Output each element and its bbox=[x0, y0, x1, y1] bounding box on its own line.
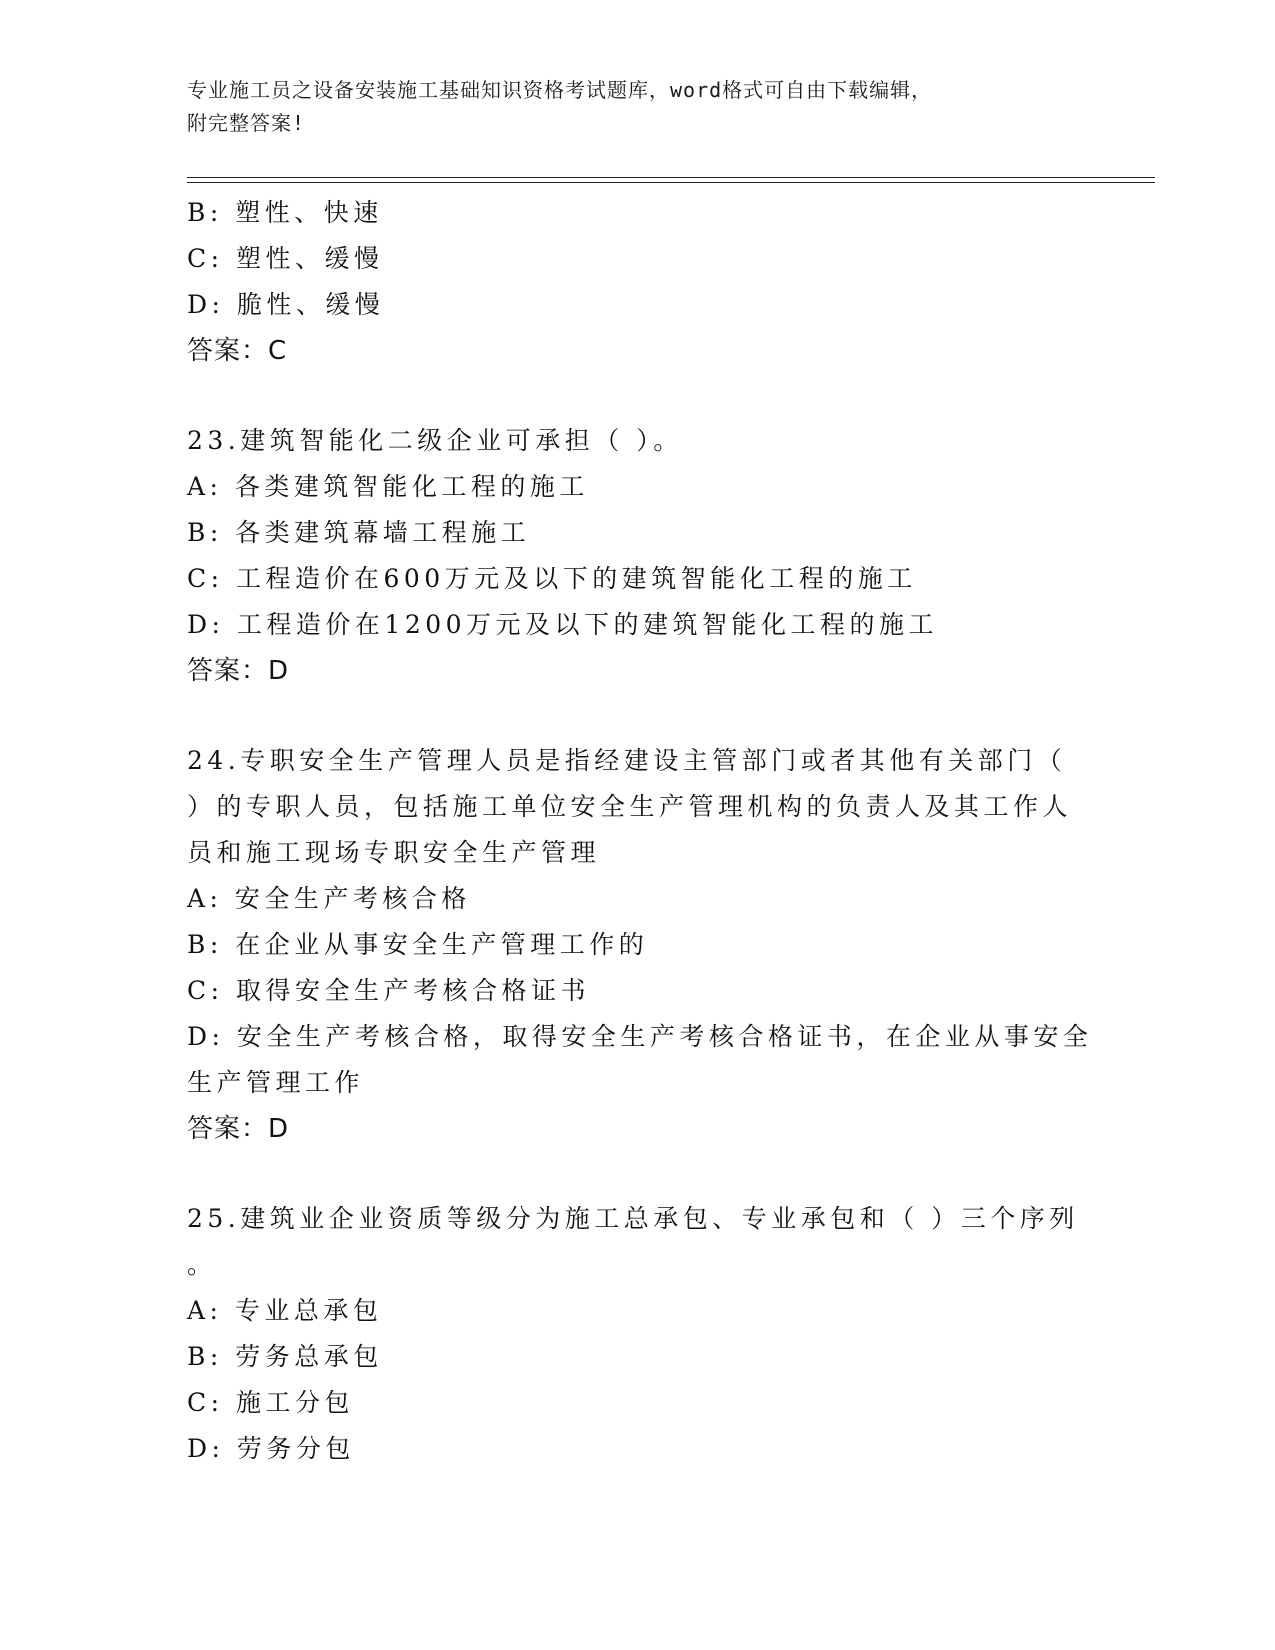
header-line-2: 附完整答案! bbox=[187, 111, 306, 135]
option-d: D: 脆性、缓慢 bbox=[187, 290, 385, 319]
question-stem-line: 。 bbox=[187, 1250, 217, 1279]
question-stem-line: ）的专职人员，包括施工单位安全生产管理机构的负责人及其工作人 bbox=[187, 792, 1073, 821]
question-stem: 23.建筑智能化二级企业可承担（ ）。 bbox=[187, 426, 683, 455]
option-a: A: 安全生产考核合格 bbox=[187, 884, 471, 913]
header-divider-top bbox=[187, 177, 1155, 178]
option-a: A: 专业总承包 bbox=[187, 1296, 383, 1325]
answer: 答案：C bbox=[187, 336, 288, 366]
document-header bbox=[187, 74, 1067, 140]
option-b: B: 各类建筑幕墙工程施工 bbox=[187, 518, 531, 547]
answer: 答案：D bbox=[187, 656, 290, 686]
option-d-line: D: 安全生产考核合格，取得安全生产考核合格证书，在企业从事安全 bbox=[187, 1022, 1093, 1051]
option-d: D: 劳务分包 bbox=[187, 1434, 355, 1463]
option-c: C: 施工分包 bbox=[187, 1388, 354, 1417]
question-list bbox=[187, 190, 1093, 1472]
question-23 bbox=[187, 418, 1087, 694]
option-a: A: 各类建筑智能化工程的施工 bbox=[187, 472, 589, 501]
option-c: C: 工程造价在600万元及以下的建筑智能化工程的施工 bbox=[187, 564, 917, 593]
question-22 bbox=[187, 190, 1087, 374]
option-b: B: 劳务总承包 bbox=[187, 1342, 383, 1371]
question-25 bbox=[187, 1196, 1087, 1472]
header-line-1: 专业施工员之设备安装施工基础知识资格考试题库，word格式可自由下载编辑， bbox=[187, 78, 933, 102]
option-c: C: 塑性、缓慢 bbox=[187, 244, 384, 273]
option-c: C: 取得安全生产考核合格证书 bbox=[187, 976, 590, 1005]
question-stem-line: 员和施工现场专职安全生产管理 bbox=[187, 838, 601, 867]
question-stem-line: 24.专职安全生产管理人员是指经建设主管部门或者其他有关部门（ bbox=[187, 746, 1067, 775]
option-b: B: 在企业从事安全生产管理工作的 bbox=[187, 930, 649, 959]
option-d-line: 生产管理工作 bbox=[187, 1068, 365, 1097]
question-24 bbox=[187, 738, 1093, 1152]
option-b: B: 塑性、快速 bbox=[187, 198, 383, 227]
option-d: D: 工程造价在1200万元及以下的建筑智能化工程的施工 bbox=[187, 610, 939, 639]
header-divider-bottom bbox=[187, 182, 1155, 183]
question-stem-line: 25.建筑业企业资质等级分为施工总承包、专业承包和（ ）三个序列 bbox=[187, 1204, 1079, 1233]
answer: 答案：D bbox=[187, 1114, 290, 1144]
